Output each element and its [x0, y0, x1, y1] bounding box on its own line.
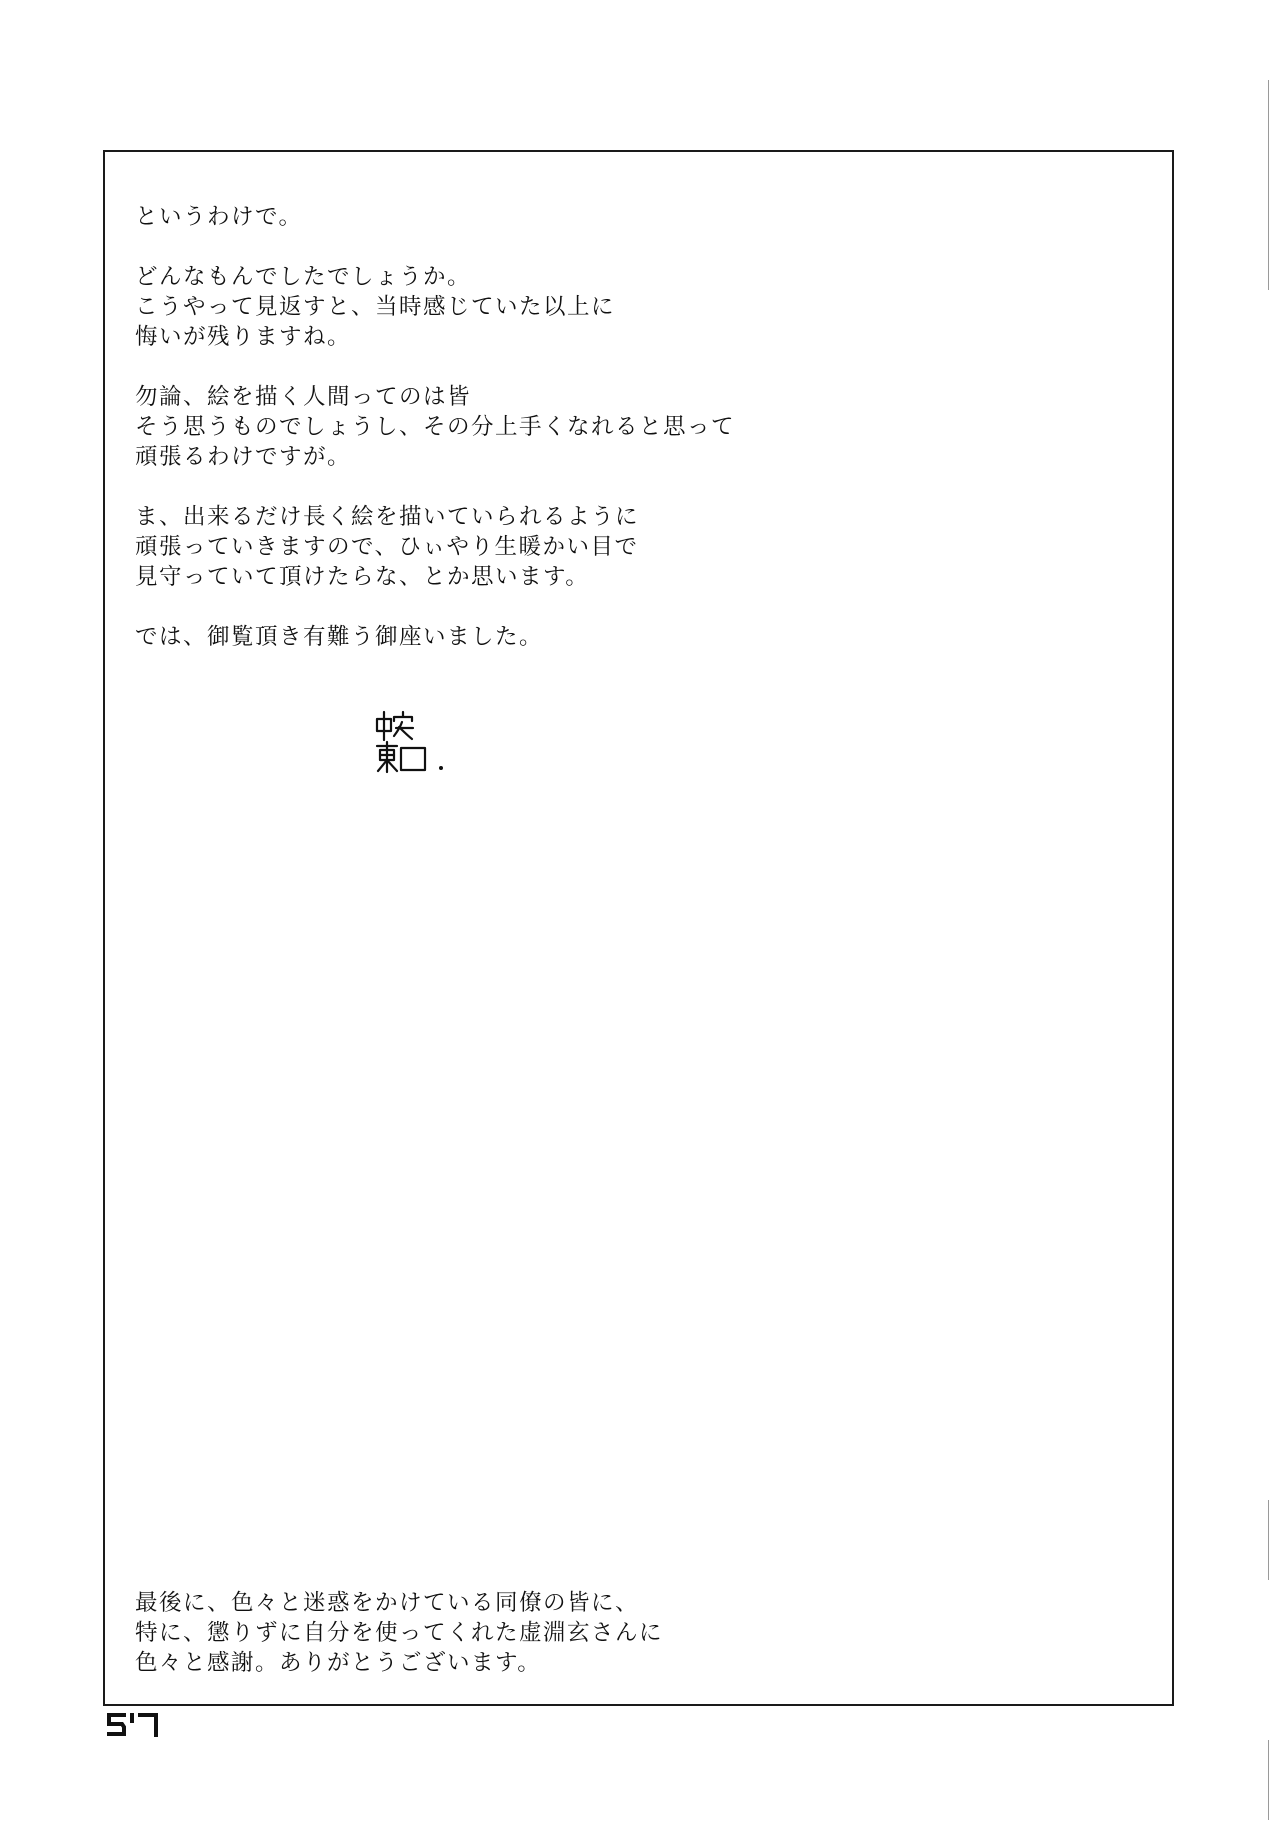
page-number: [106, 1712, 160, 1738]
text-line: 最後に、色々と迷惑をかけている同僚の皆に、: [135, 1590, 640, 1616]
text-line: では、御覧頂き有難う御座いました。: [135, 624, 544, 650]
handwritten-signature: [375, 710, 457, 774]
paragraph-reflection: [135, 262, 1035, 352]
text-line: 見守っていて頂けたらな、とか思います。: [135, 564, 590, 590]
text-line: 頑張るわけですが。: [135, 444, 352, 470]
paragraph-artists: [135, 382, 1035, 472]
text-line: 頑張っていきますので、ひぃやり生暖かい目で: [135, 534, 639, 560]
text-line: というわけで。: [135, 204, 303, 230]
text-line: 特に、懲りずに自分を使ってくれた虚淵玄さんに: [135, 1620, 664, 1646]
text-line: 色々と感謝。ありがとうございます。: [135, 1650, 542, 1676]
text-line: 勿論、絵を描く人間ってのは皆: [135, 384, 472, 410]
text-line: どんなもんでしたでしょうか。: [135, 264, 472, 290]
paragraph-intro: [135, 202, 1035, 232]
text-line: そう思うものでしょうし、その分上手くなれると思って: [135, 414, 736, 440]
scan-edge-mark: [1268, 1740, 1269, 1820]
paragraph-closing: [135, 622, 1035, 652]
text-line: 悔いが残りますね。: [135, 324, 352, 350]
text-line: ま、出来るだけ長く絵を描いていられるように: [135, 504, 640, 530]
scan-edge-mark: [1268, 1500, 1269, 1580]
letter-body: [135, 202, 1035, 682]
paragraph-future: [135, 502, 1035, 592]
scan-edge-mark: [1268, 80, 1269, 290]
text-line: こうやって見返すと、当時感じていた以上に: [135, 294, 616, 320]
acknowledgements: [135, 1588, 1035, 1678]
